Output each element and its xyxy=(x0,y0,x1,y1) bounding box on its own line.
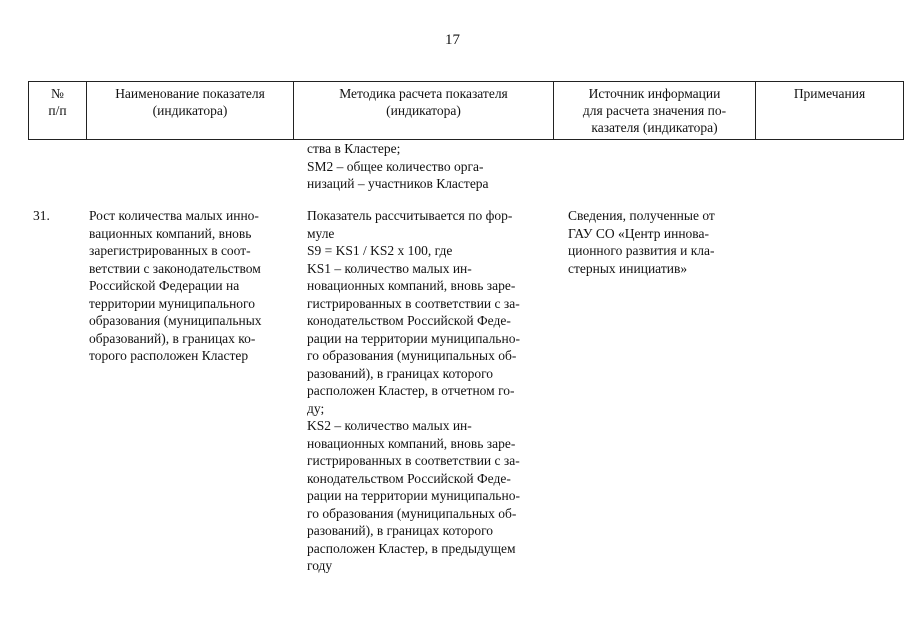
row-31-number: 31. xyxy=(33,208,50,223)
header-col-method xyxy=(294,82,554,140)
page-number: 17 xyxy=(445,32,460,48)
header-col-source xyxy=(554,82,756,140)
header-col-notes-text: Примечания xyxy=(793,86,866,101)
header-col-notes xyxy=(756,82,904,140)
header-col-method-text: Методика расчета показателя (индикатора) xyxy=(339,86,508,118)
row-31-indicator-name: Рост количества малых инно- вационных компаний, вновь зарегистрированных в соот- ветствии с законодательством Российской Федерации на территории муниципального образования (муниципальных образований), в границах ко- торого расположен Кластер xyxy=(89,208,262,363)
table-header-row xyxy=(29,82,904,140)
header-col-number xyxy=(29,82,87,140)
row-31-calculation-method: Показатель рассчитывается по фор- муле S9 = KS1 / KS2 x 100, где KS1 – количество малых ин- новационных компаний, вновь заре- гистрированных в соответствии с за- конодательством Российской Феде- рации на территории муниципально- го образования (муниципальных об- разований), в границах которого расположен Кластер, в отчетном го- ду; KS2 – количество малых ин- новационных компаний, вновь заре- гистрированных в соответствии с за- конодательством Российской Феде- рации на территории муниципально- го образования (муниципальных об- разований), в границах которого расположен Кластер, в предыдущем году xyxy=(307,208,520,573)
header-col-name xyxy=(87,82,294,140)
table-header xyxy=(28,81,904,140)
header-col-number-text: № п/п xyxy=(48,86,67,118)
row-31-information-source: Сведения, полученные от ГАУ СО «Центр иннова- ционного развития и кла- стерных инициатив» xyxy=(568,208,715,276)
header-col-name-text: Наименование показателя (индикатора) xyxy=(115,86,265,118)
header-col-source-text: Источник информации для расчета значения по- казателя (индикатора) xyxy=(582,86,727,135)
continuation-method-text: ства в Кластере; SM2 – общее количество орга- низаций – участников Кластера xyxy=(307,141,489,191)
